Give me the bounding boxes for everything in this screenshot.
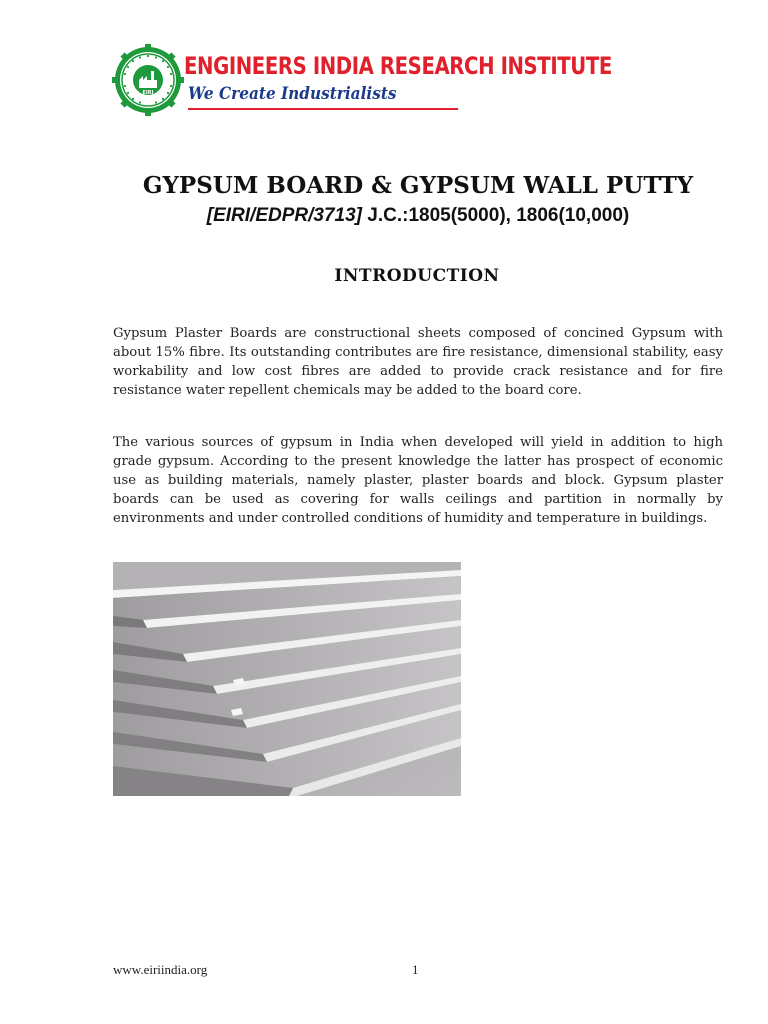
intro-paragraph-1: Gypsum Plaster Boards are constructional sheets composed of concined Gypsum with about 15% fibre. Its outstanding contributes are fire resistance, dimensional stability, easy workability and low cost fibres are added to provide crack resistance and for fire resistance water repellent chemicals may be added to the board core. — [113, 326, 723, 398]
institute-tagline: We Create Industrialists — [188, 84, 397, 104]
stacked-boards-illustration — [113, 562, 461, 796]
page-number: 1 — [412, 962, 419, 977]
tagline-underline — [188, 108, 458, 110]
document-title: GYPSUM BOARD & GYPSUM WALL PUTTY — [142, 172, 694, 199]
document-reference-line — [0, 205, 768, 227]
section-heading: INTRODUCTION — [334, 266, 500, 286]
institute-name: ENGINEERS INDIA RESEARCH INSTITUTE — [184, 52, 612, 80]
footer-website: www.eiriindia.org — [113, 962, 208, 977]
institute-logo — [112, 44, 612, 124]
intro-paragraph-2: The various sources of gypsum in India when developed will yield in addition to high grade gypsum. According to the present knowledge the latter has prospect of economic use as building materials, namely plaster, plaster boards and block. Gypsum plaster boards can be used as covering for walls ceilings and partition in normally by environments and under controlled conditions of humidity and temperature in buildings. — [113, 435, 723, 526]
job-codes: J.C.:1805(5000), 1806(10,000) — [362, 205, 630, 226]
document-reference: [EIRI/EDPR/3713] — [206, 205, 362, 226]
institute-seal-icon — [112, 44, 184, 116]
gypsum-boards-photo — [113, 562, 461, 796]
svg-text:EIRI: EIRI — [142, 90, 154, 96]
